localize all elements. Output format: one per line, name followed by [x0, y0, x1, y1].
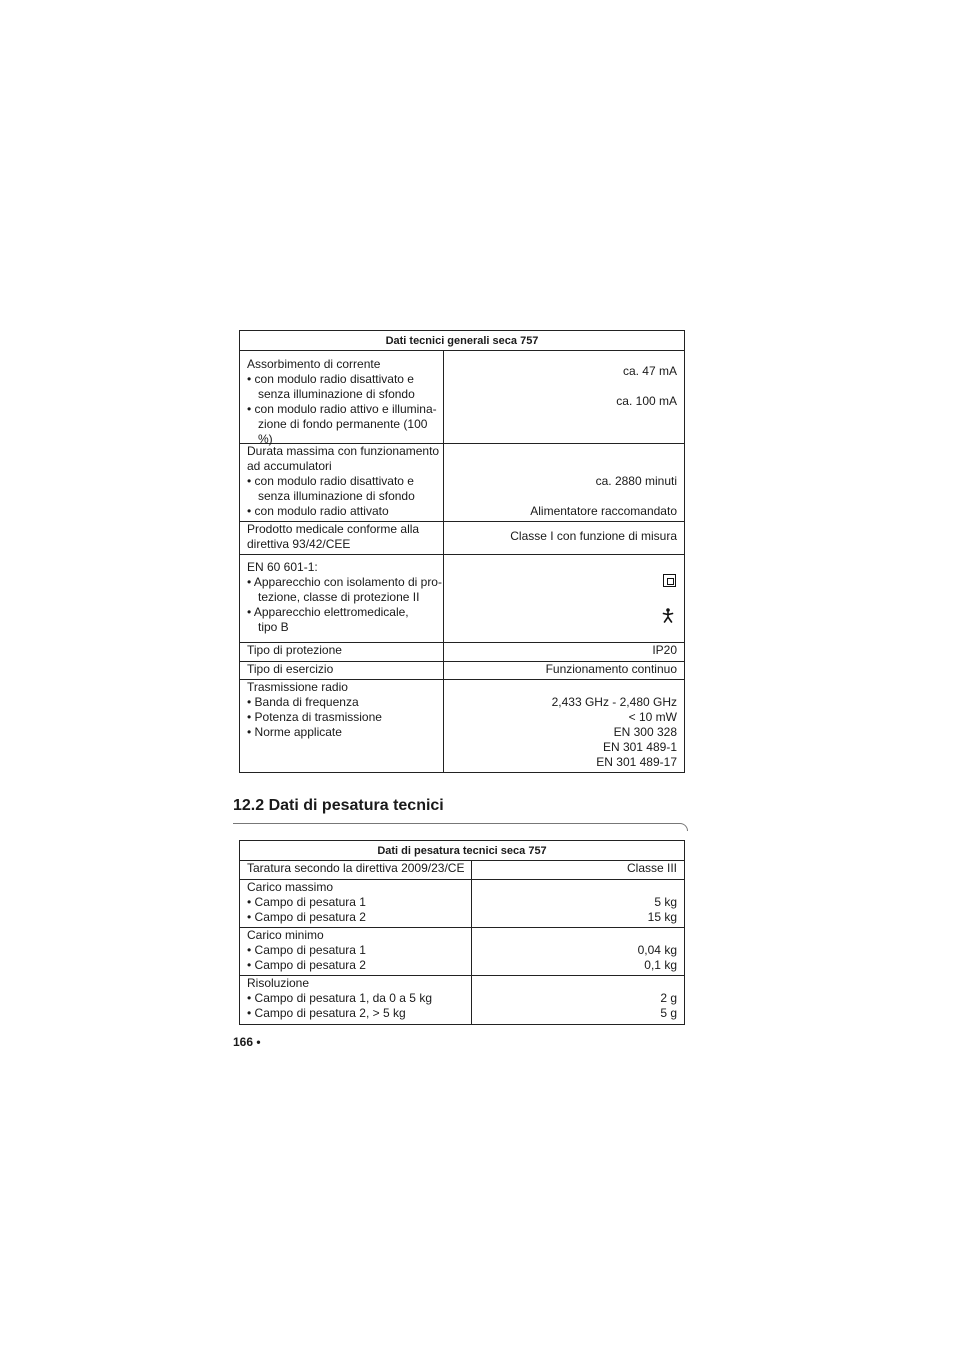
bullet-item: • Campo di pesatura 1 — [247, 895, 471, 910]
bullet-item: • Apparecchio elettromedicale, tipo B — [247, 605, 443, 635]
table-title-text: Dati di pesatura tecnici seca 757 — [377, 844, 547, 857]
table-row — [240, 880, 684, 928]
table-row — [240, 976, 684, 1024]
bullet-item: • Campo di pesatura 2, > 5 kg — [247, 1006, 471, 1021]
page-number: 166 • — [233, 1035, 261, 1049]
section-heading: 12.2 Dati di pesatura tecnici — [233, 797, 444, 814]
bullet-item: • con modulo radio attivo e illumina- zione di fondo permanente (100 %) — [247, 402, 443, 447]
value-text: 0,04 kg — [637, 943, 677, 957]
bullet-item: • con modulo radio disattivato e senza illuminazione di sfondo — [247, 474, 443, 504]
table-row — [240, 555, 684, 643]
label-text: Prodotto medicale conforme alla — [247, 522, 420, 536]
heading-rule-corner — [679, 823, 688, 831]
bullet-item: • Campo di pesatura 2 — [247, 958, 471, 973]
row-value — [444, 555, 684, 642]
value-text: ca. 100 mA — [616, 394, 677, 408]
value-text: 2 g — [660, 991, 677, 1005]
value-text: EN 300 328 — [613, 725, 677, 739]
label-text: Trasmissione radio — [247, 680, 348, 694]
bullet-item: • Campo di pesatura 1, da 0 a 5 kg — [247, 991, 471, 1006]
value-text: EN 301 489-17 — [596, 755, 677, 769]
table-row — [240, 351, 684, 444]
label-text: ad accumulatori — [247, 459, 332, 473]
label-text: Taratura secondo la direttiva 2009/23/CE — [247, 861, 465, 875]
bullet-item: • Norme applicate — [247, 725, 443, 740]
row-label — [240, 522, 444, 554]
label-text: direttiva 93/42/CEE — [247, 537, 351, 551]
label-text: Durata massima con funzionamento — [247, 444, 440, 458]
label-text: Risoluzione — [247, 976, 310, 990]
value-text: 0,1 kg — [644, 958, 677, 972]
value-text: 15 kg — [647, 910, 677, 924]
value-text: EN 301 489-1 — [602, 740, 677, 754]
value-text: Classe I con funzione di misura — [510, 529, 677, 543]
label-text: EN 60 601-1: — [247, 560, 318, 574]
heading-rule — [233, 823, 680, 824]
bullet-item: • con modulo radio disattivato e senza illuminazione di sfondo — [247, 372, 443, 402]
row-value — [444, 444, 684, 521]
row-value — [472, 976, 684, 1024]
protection-class-ii-icon — [663, 574, 676, 587]
row-label — [240, 351, 444, 446]
table-row — [240, 861, 684, 880]
label-text: Tipo di esercizio — [247, 662, 334, 676]
bullet-item: • Potenza di trasmissione — [247, 710, 443, 725]
row-value — [472, 861, 684, 879]
row-value — [444, 662, 684, 679]
table-row — [240, 662, 684, 680]
bullet-item: • Campo di pesatura 1 — [247, 943, 471, 958]
row-label — [240, 555, 444, 642]
value-text: Classe III — [626, 861, 677, 875]
value-text: < 10 mW — [628, 710, 677, 724]
row-value — [444, 351, 684, 443]
value-text: Alimentatore raccomandato — [530, 504, 677, 518]
row-label — [240, 662, 444, 679]
bullet-item: • Campo di pesatura 2 — [247, 910, 471, 925]
row-label — [240, 928, 472, 975]
table-row — [240, 680, 684, 772]
general-specs-table — [239, 330, 685, 773]
table-row — [240, 928, 684, 976]
value-text: 5 kg — [654, 895, 677, 909]
table-title-text: Dati tecnici generali seca 757 — [385, 334, 539, 347]
value-text: Funzionamento continuo — [545, 662, 677, 676]
row-value — [444, 522, 684, 554]
table-title — [240, 331, 684, 351]
row-label — [240, 643, 444, 661]
table-title — [240, 841, 684, 861]
type-b-applied-part-icon — [662, 608, 674, 623]
table-row — [240, 643, 684, 662]
label-text: Carico minimo — [247, 928, 324, 942]
label-text: Assorbimento di corrente — [247, 357, 381, 371]
value-text: 5 g — [660, 1006, 677, 1020]
value-text: ca. 2880 minuti — [595, 474, 677, 488]
bullet-item: • con modulo radio attivato — [247, 504, 443, 519]
row-label — [240, 444, 444, 521]
label-text: Carico massimo — [247, 880, 334, 894]
table-row — [240, 444, 684, 522]
value-text: ca. 47 mA — [622, 364, 677, 378]
weighing-specs-table — [239, 840, 685, 1025]
row-value — [444, 643, 684, 661]
row-label — [240, 976, 472, 1024]
value-text: IP20 — [652, 643, 677, 657]
label-text: Tipo di protezione — [247, 643, 342, 657]
bullet-item: • Apparecchio con isolamento di pro- tezione, classe di protezione II — [247, 575, 443, 605]
value-text: 2,433 GHz - 2,480 GHz — [551, 695, 677, 709]
row-label — [240, 861, 472, 879]
row-value — [472, 928, 684, 975]
table-row — [240, 522, 684, 555]
row-value — [444, 680, 684, 772]
bullet-item: • Banda di frequenza — [247, 695, 443, 710]
row-value — [472, 880, 684, 927]
row-label — [240, 680, 444, 772]
row-label — [240, 880, 472, 927]
